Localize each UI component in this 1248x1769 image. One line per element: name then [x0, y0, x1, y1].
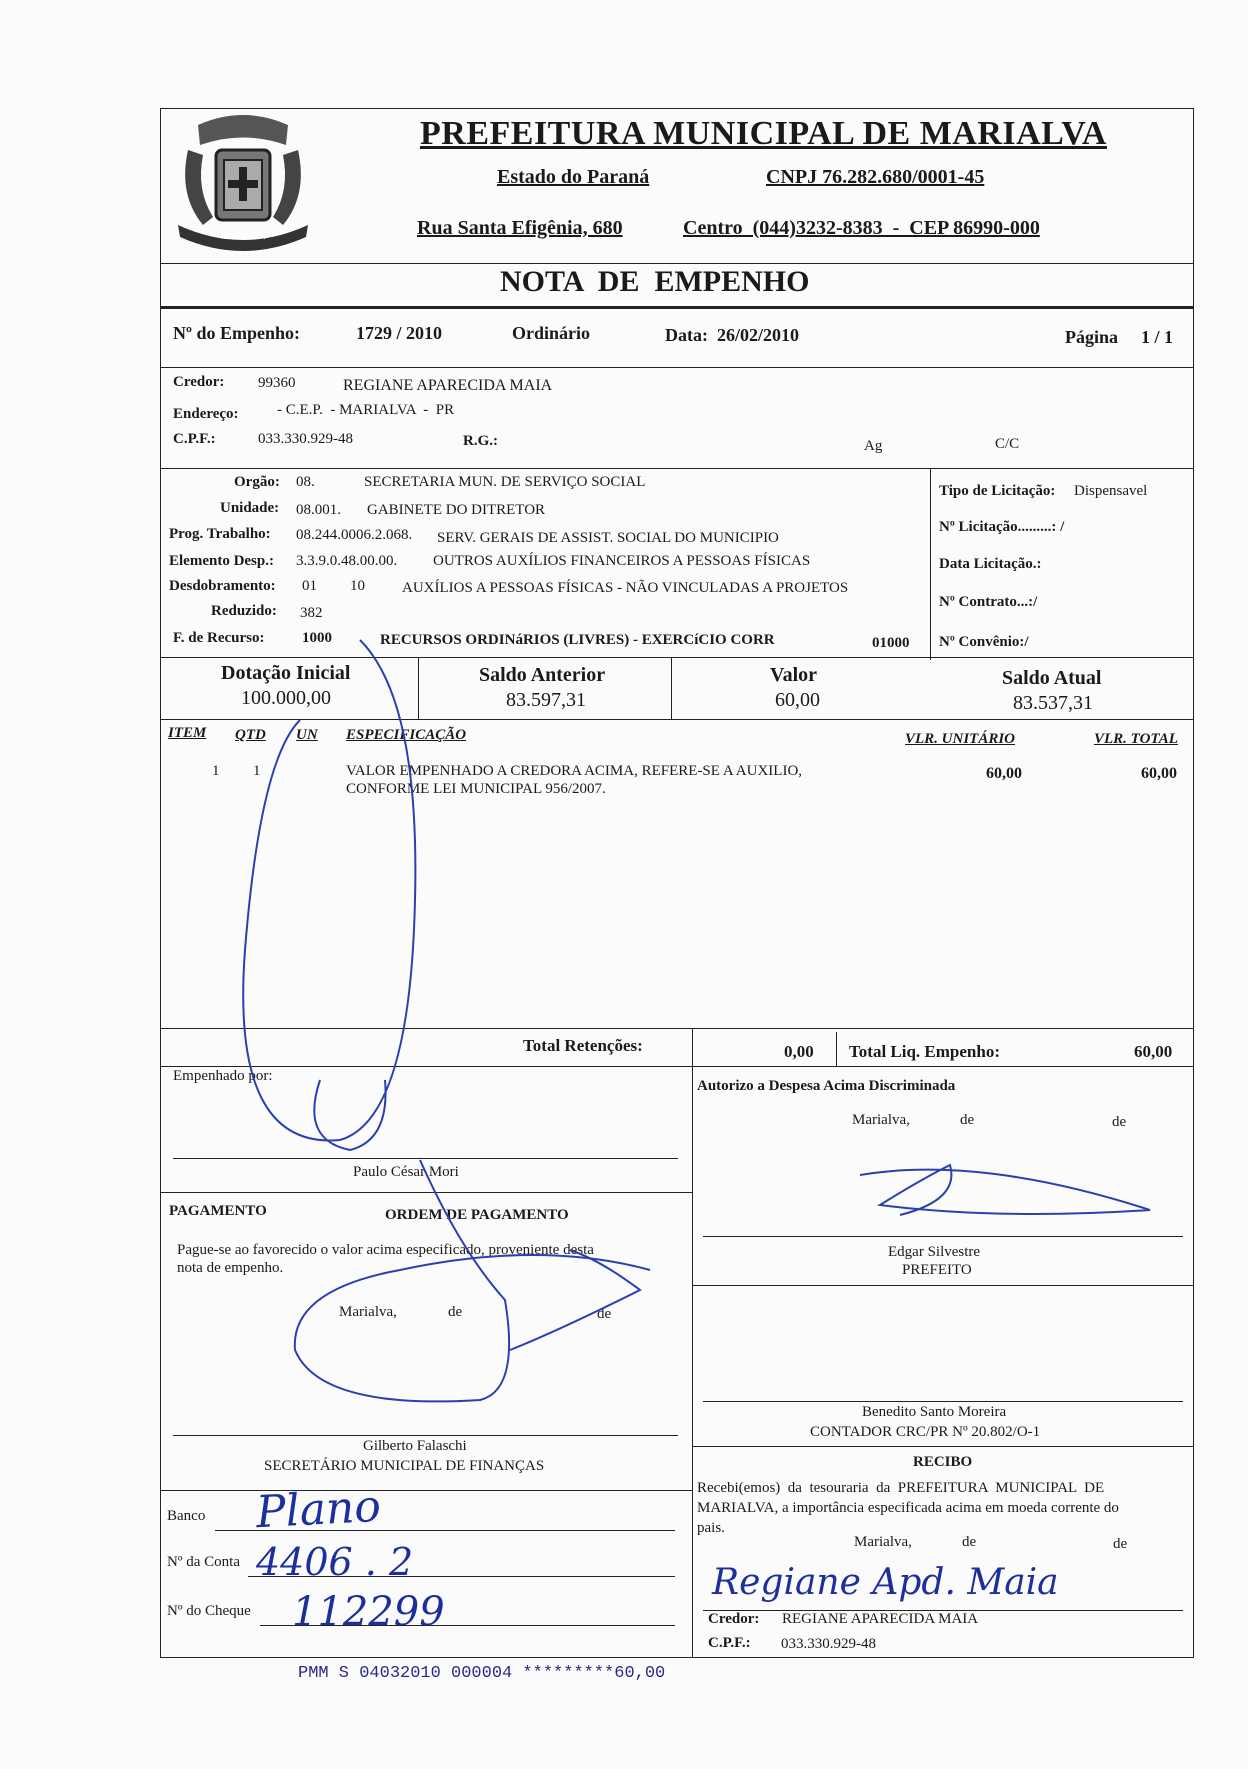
saldo-anterior-value: 83.597,31	[506, 689, 586, 711]
unidade-desc: GABINETE DO DITRETOR	[367, 502, 546, 518]
recibo-text1: Recebi(emos) da tesouraria da PREFEITURA MUNICIPAL DE	[697, 1480, 1105, 1496]
reduzido-value: 382	[300, 605, 323, 621]
elemento-code: 3.3.9.0.48.00.00.	[296, 553, 398, 569]
pagamento-role: SECRETÁRIO MUNICIPAL DE FINANÇAS	[264, 1458, 545, 1474]
recibo-cpf-value: 033.330.929-48	[781, 1636, 876, 1652]
cheque-label: Nº do Cheque	[167, 1603, 251, 1619]
footer-stamp: PMM S 04032010 000004 *********60,00	[298, 1664, 666, 1683]
endereco-value: - C.E.P. - MARIALVA - PR	[277, 402, 455, 418]
empenhado-name: Paulo César Mori	[353, 1164, 459, 1180]
licitacao-data: Data Licitação.:	[939, 556, 1042, 572]
item-desc-line2: CONFORME LEI MUNICIPAL 956/2007.	[346, 781, 606, 797]
street-address: Rua Santa Efigênia, 680	[417, 217, 623, 239]
pagamento-label: PAGAMENTO	[169, 1203, 267, 1219]
saldo-atual-label: Saldo Atual	[1002, 667, 1102, 689]
desdobramento-b: 10	[350, 578, 365, 594]
ordem-pagamento-label: ORDEM DE PAGAMENTO	[385, 1207, 569, 1223]
valor-value: 60,00	[775, 689, 820, 711]
unidade-code: 08.001.	[296, 502, 341, 518]
liq-empenho-label: Total Liq. Empenho:	[849, 1042, 1000, 1061]
cpf-label: C.P.F.:	[173, 431, 216, 447]
endereco-label: Endereço:	[173, 406, 239, 422]
retencoes-value: 0,00	[784, 1042, 814, 1061]
cc-label: C/C	[995, 436, 1020, 452]
empenho-label: Nº do Empenho:	[173, 323, 300, 343]
item-total-value: 60,00	[1141, 765, 1177, 782]
elemento-desc: OUTROS AUXÍLIOS FINANCEIROS A PESSOAS FÍSICAS	[433, 553, 811, 569]
col-vlr-total: VLR. TOTAL	[1094, 731, 1178, 747]
recurso-label: F. de Recurso:	[173, 630, 265, 646]
desdobramento-desc: AUXÍLIOS A PESSOAS FÍSICAS - NÃO VINCULADAS A PROJETOS	[402, 580, 849, 596]
coat-of-arms-text: MARIALVA	[220, 231, 266, 241]
col-item: ITEM	[168, 725, 207, 741]
autorizo-de1: de	[960, 1112, 975, 1128]
recibo-title: RECIBO	[913, 1454, 973, 1470]
recibo-credor-name: REGIANE APARECIDA MAIA	[782, 1611, 979, 1627]
contador-role: CONTADOR CRC/PR Nº 20.802/O-1	[810, 1424, 1041, 1440]
reduzido-label: Reduzido:	[211, 603, 277, 619]
ag-label: Ag	[864, 438, 883, 454]
document-title: NOTA DE EMPENHO	[500, 265, 810, 298]
credor-name: REGIANE APARECIDA MAIA	[343, 377, 553, 394]
page-value: 1 / 1	[1141, 327, 1174, 347]
licitacao-contrato: Nº Contrato...:/	[939, 594, 1038, 610]
rg-label: R.G.:	[463, 433, 498, 449]
item-unit-value: 60,00	[986, 765, 1022, 782]
item-number: 1	[212, 763, 220, 779]
recibo-city: Marialva,	[854, 1534, 912, 1550]
page-label: Página	[1065, 327, 1119, 347]
prog-code: 08.244.0006.2.068.	[296, 527, 413, 543]
licitacao-convenio: Nº Convênio:/	[939, 634, 1029, 650]
date-label: Data:	[665, 325, 708, 345]
licitacao-numero: Nº Licitação.........: /	[939, 519, 1065, 535]
autorizo-label: Autorizo a Despesa Acima Discriminada	[697, 1078, 956, 1094]
recibo-text2: MARIALVA, a importância especificada acima em moeda corrente do	[697, 1500, 1119, 1516]
coat-of-arms-icon	[168, 105, 318, 260]
banco-handwritten: Plano	[254, 1480, 382, 1539]
contador-name: Benedito Santo Moreira	[862, 1404, 1007, 1420]
prefeitura-title: PREFEITURA MUNICIPAL DE MARIALVA	[420, 115, 1107, 152]
valor-label: Valor	[770, 664, 818, 686]
empenho-type: Ordinário	[512, 323, 591, 343]
recibo-de1: de	[962, 1534, 977, 1550]
dotacao-label: Dotação Inicial	[221, 662, 351, 684]
col-espec: ESPECIFICAÇÃO	[346, 727, 467, 743]
autorizo-city: Marialva,	[852, 1112, 910, 1128]
col-vlr-unit: VLR. UNITÁRIO	[905, 731, 1016, 747]
pagamento-signer: Gilberto Falaschi	[363, 1438, 467, 1454]
empenho-number: 1729 / 2010	[356, 323, 443, 343]
autorizo-role: PREFEITO	[902, 1262, 972, 1278]
cpf-value: 033.330.929-48	[258, 431, 353, 447]
recibo-signature: Regiane Apd. Maia	[712, 1562, 1059, 1603]
retencoes-label: Total Retenções:	[523, 1036, 643, 1055]
orgao-label: Orgão:	[234, 474, 280, 490]
elemento-label: Elemento Desp.:	[169, 553, 274, 569]
autorizo-signer: Edgar Silvestre	[888, 1244, 981, 1260]
recibo-de2: de	[1113, 1536, 1128, 1552]
date-value: 26/02/2010	[717, 325, 800, 345]
recibo-credor-label: Credor:	[708, 1611, 760, 1627]
col-un: UN	[296, 727, 318, 743]
banco-label: Banco	[167, 1508, 206, 1524]
liq-empenho-value: 60,00	[1134, 1042, 1173, 1061]
recurso-desc: RECURSOS ORDINáRIOS (LIVRES) - EXERCíCIO CORR	[380, 632, 775, 648]
prog-desc: SERV. GERAIS DE ASSIST. SOCIAL DO MUNICIPIO	[437, 530, 779, 546]
col-qtd: QTD	[235, 727, 266, 743]
autorizo-de2: de	[1112, 1114, 1127, 1130]
licitacao-tipo: Dispensavel	[1074, 483, 1148, 499]
pagamento-text2: nota de empenho.	[177, 1260, 284, 1276]
prog-label: Prog. Trabalho:	[169, 526, 271, 542]
credor-code: 99360	[258, 375, 296, 391]
contact-info: Centro (044)3232-8383 - CEP 86990-000	[683, 217, 1040, 239]
conta-handwritten: 4406 . 2	[256, 1540, 414, 1584]
cnpj: CNPJ 76.282.680/0001-45	[766, 166, 985, 188]
saldo-anterior-label: Saldo Anterior	[479, 664, 606, 686]
licitacao-tipo-label: Tipo de Licitação:	[939, 483, 1056, 499]
saldo-atual-value: 83.537,31	[1013, 692, 1093, 714]
empenhado-label: Empenhado por:	[173, 1068, 273, 1084]
item-desc-line1: VALOR EMPENHADO A CREDORA ACIMA, REFERE-SE A AUXILIO,	[346, 763, 803, 779]
pagamento-de2: de	[597, 1306, 612, 1322]
item-qtd: 1	[253, 763, 261, 779]
credor-label: Credor:	[173, 374, 225, 390]
recurso-code: 1000	[302, 630, 332, 646]
recurso-ref: 01000	[872, 635, 910, 651]
unidade-label: Unidade:	[220, 500, 280, 516]
dotacao-value: 100.000,00	[241, 687, 331, 709]
orgao-desc: SECRETARIA MUN. DE SERVIÇO SOCIAL	[364, 474, 646, 490]
state-name: Estado do Paraná	[497, 166, 650, 188]
desdobramento-a: 01	[302, 578, 317, 594]
conta-label: Nº da Conta	[167, 1554, 240, 1570]
recibo-text3: pais.	[697, 1520, 725, 1536]
orgao-code: 08.	[296, 474, 315, 490]
pagamento-de1: de	[448, 1304, 463, 1320]
pagamento-city: Marialva,	[339, 1304, 397, 1320]
recibo-cpf-label: C.P.F.:	[708, 1635, 751, 1651]
pagamento-text1: Pague-se ao favorecido o valor acima especificado, proveniente desta	[177, 1242, 594, 1258]
desdobramento-label: Desdobramento:	[169, 578, 276, 594]
cheque-handwritten: 112299	[292, 1589, 445, 1635]
